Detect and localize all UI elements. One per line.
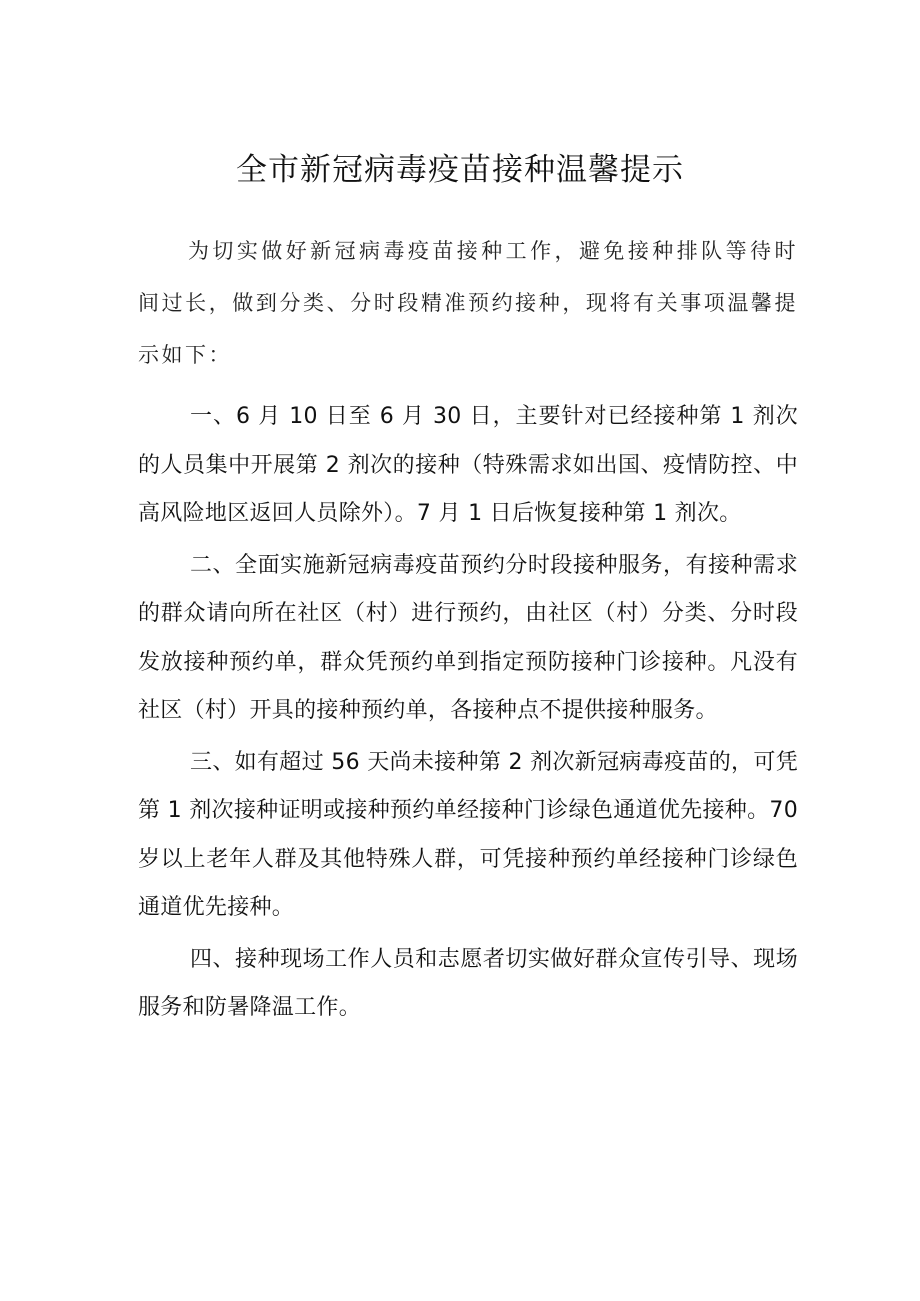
document-title: 全市新冠病毒疫苗接种温馨提示 xyxy=(236,152,684,188)
item-paragraph-1: 一、6 月 10 日至 6 月 30 日，主要针对已经接种第 1 剂次的人员集中开展第 2 剂次的接种（特殊需求如出国、疫情防控、中高风险地区返回人员除外）。7 月 1 日后恢复接种第 1 剂次。 xyxy=(138,404,798,526)
intro-paragraph: 为切实做好新冠病毒疫苗接种工作，避免接种排队等待时间过长，做到分类、分时段精准预约接种，现将有关事项温馨提示如下： xyxy=(138,239,798,367)
item-paragraph-4: 四、接种现场工作人员和志愿者切实做好群众宣传引导、现场服务和防暑降温工作。 xyxy=(138,946,798,1020)
document-body xyxy=(138,225,798,1033)
item-paragraph-2: 二、全面实施新冠病毒疫苗预约分时段接种服务，有接种需求的群众请向所在社区（村）进行预约，由社区（村）分类、分时段发放接种预约单，群众凭预约单到指定预防接种门诊接种。凡没有社区（村）开具的接种预约单，各接种点不提供接种服务。 xyxy=(138,552,798,723)
item-paragraph-3: 三、如有超过 56 天尚未接种第 2 剂次新冠病毒疫苗的，可凭第 1 剂次接种证明或接种预约单经接种门诊绿色通道优先接种。70 岁以上老年人群及其他特殊人群，可凭接种预约单经接种门诊绿色通道优先接种。 xyxy=(138,749,798,920)
